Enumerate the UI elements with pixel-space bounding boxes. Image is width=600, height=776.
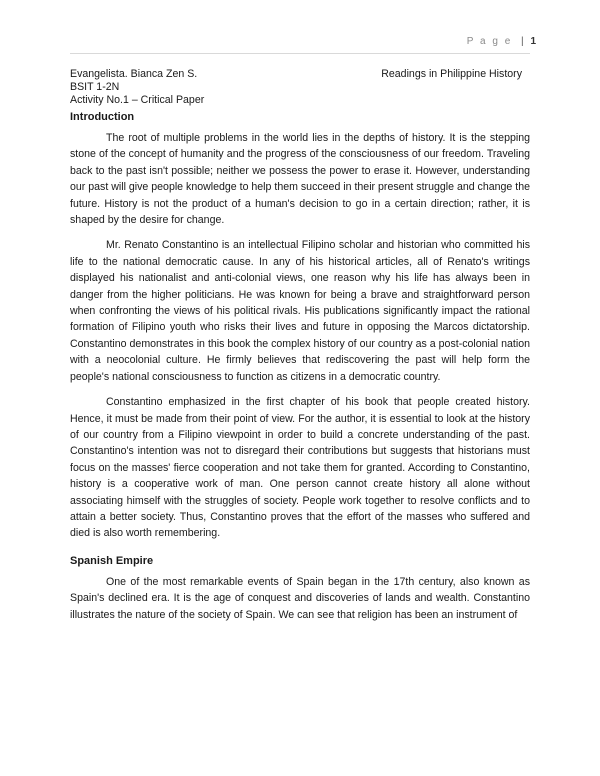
introduction-paragraph-1: The root of multiple problems in the world lies in the depths of history. It is the stepping stone of the concept of humanity and the progress of the consciousness of our freedom. Traveling back to the past isn't possible; neither we possess the power to erase it. However, understanding our past will give people knowledge to help them succeed in their present struggle and change the future. History is not the product of a human's decision to go in a certain direction; rather, it is shaped by the desire for change.: [70, 132, 530, 227]
document-body: [70, 68, 530, 632]
page-number-value: 1: [530, 36, 536, 47]
meta-first-row: [70, 68, 530, 81]
document-meta: [70, 68, 530, 107]
page-number: [467, 36, 536, 47]
introduction-heading: Introduction: [70, 111, 135, 123]
author-name: Evangelista. Bianca Zen S.: [70, 68, 198, 80]
spanish-empire-heading: Spanish Empire: [70, 554, 154, 567]
introduction-paragraph-3: Constantino emphasized in the first chapter of his book that people created history. Hence, it must be made from their point of view. For the author, it is essential to look at the history of our country from a Filipino viewpoint in order to build a concrete understanding of the past. Constantino's intention was not to disregard their contributions but suggests that historians must focus on the masses' fierce cooperation and not take them for granted. According to Constantino, history is a cooperative work of man. One person cannot create history all alone without associating himself with the struggles of society. People work together to resolve conflicts and to attain a better society. Thus, Constantino proves that the effort of the masses who suffered and died is also worth remembering.: [70, 396, 530, 540]
introduction-paragraph-2: Mr. Renato Constantino is an intellectual Filipino scholar and historian who committed his life to the national democratic cause. In any of his historical articles, all of Renato's writings displayed his nationalist and anti-colonial views, one reason why his life has always been in danger from the higher politicians. He was known for being a brave and straightforward person when confronting the views of his political rivals. His publications significantly impact the rational formation of Filipino youth who risks their lives and future in opposing the Marcos dictatorship. Constantino demonstrates in this book the complex history of our country as a post-colonial nation with a neocolonial culture. He firmly believes that rediscovering the past will help form the people's national consciousness to function as citizens in a democratic country.: [70, 239, 530, 383]
section-code: BSIT 1-2N: [70, 81, 120, 93]
page-separator: |: [521, 36, 524, 47]
header-rule: [70, 53, 530, 54]
spanish-empire-paragraph-1: One of the most remarkable events of Spain began in the 17th century, also known as Spain's declined era. It is the age of conquest and discoveries of lands and wealth. Constantino illustrates the nature of the society of Spain. We can see that religion has been an instrument of: [70, 575, 530, 621]
page-label: P a g e: [466, 36, 513, 47]
activity-title: Activity No.1 – Critical Paper: [70, 94, 205, 106]
course-title: Readings in Philippine History: [381, 68, 522, 80]
